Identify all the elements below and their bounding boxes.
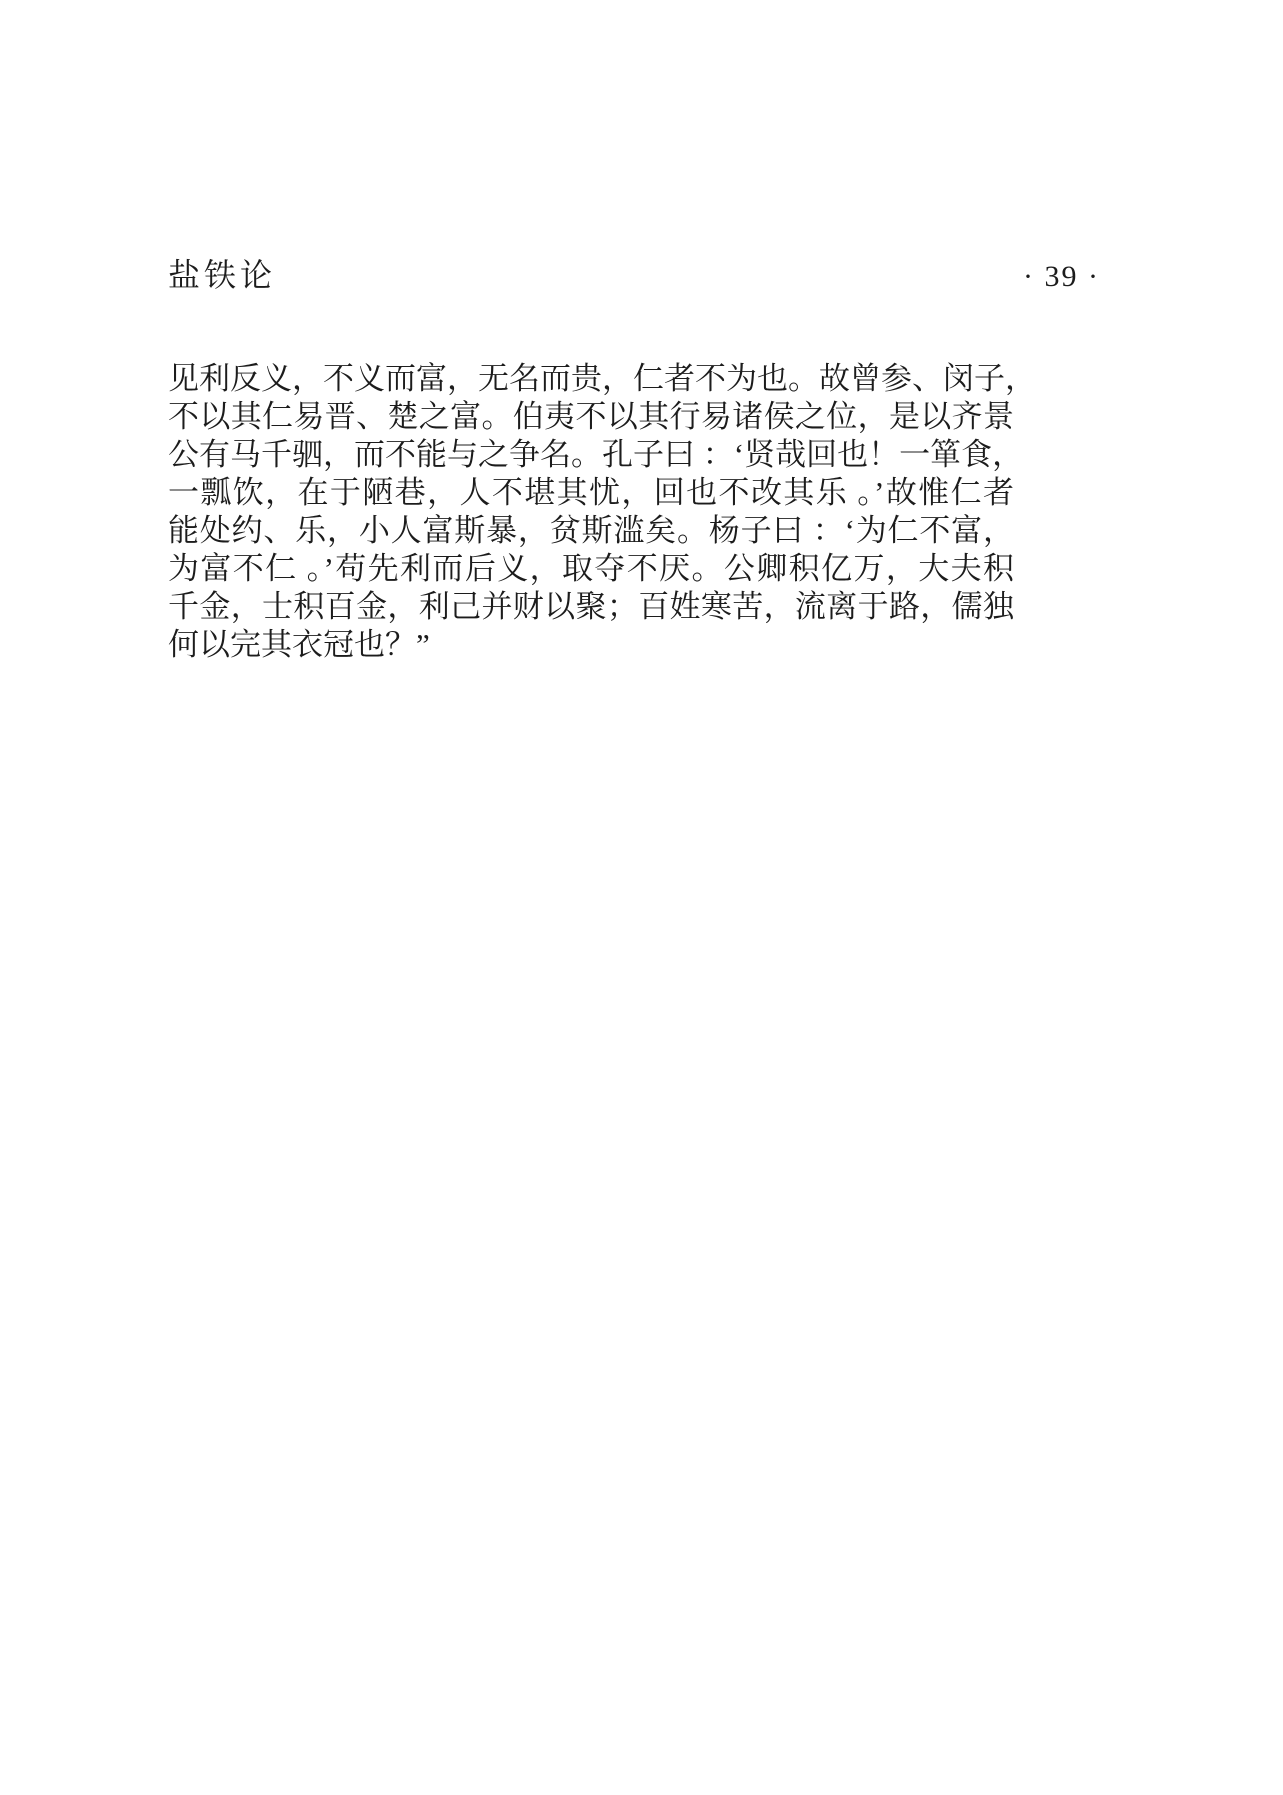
text-line: 为富不仁 。’苟先利而后义，取夺不厌。公卿积亿万，大夫积 bbox=[168, 551, 1014, 586]
page-header bbox=[168, 252, 1100, 300]
text-line: 不以其仁易晋、楚之富。伯夷不以其行易诸侯之位，是以齐景 bbox=[168, 399, 1014, 434]
text-line: 公有马千驷，而不能与之争名。孔子曰 ：‘贤哉回也！一箪食， bbox=[168, 437, 1024, 472]
page-content bbox=[168, 0, 1100, 664]
text-line: 见利反义，不义而富，无名而贵，仁者不为也。故曾参、闵子， bbox=[168, 361, 1036, 396]
book-title: 盐铁论 bbox=[168, 257, 277, 293]
text-line: 千金，士积百金，利己并财以聚；百姓寒苦，流离于路，儒独 bbox=[168, 589, 1014, 624]
text-line: 一瓢饮，在于陋巷，人不堪其忧，回也不改其乐 。’故惟仁者 bbox=[168, 475, 1014, 510]
body-text-block bbox=[168, 360, 1036, 664]
text-line: 何以完其衣冠也？” bbox=[168, 627, 430, 662]
page-number: · 39 · bbox=[1023, 260, 1100, 293]
text-line: 能处约、乐，小人富斯暴，贫斯滥矣。杨子曰 ：‘为仁不富， bbox=[168, 513, 1014, 548]
